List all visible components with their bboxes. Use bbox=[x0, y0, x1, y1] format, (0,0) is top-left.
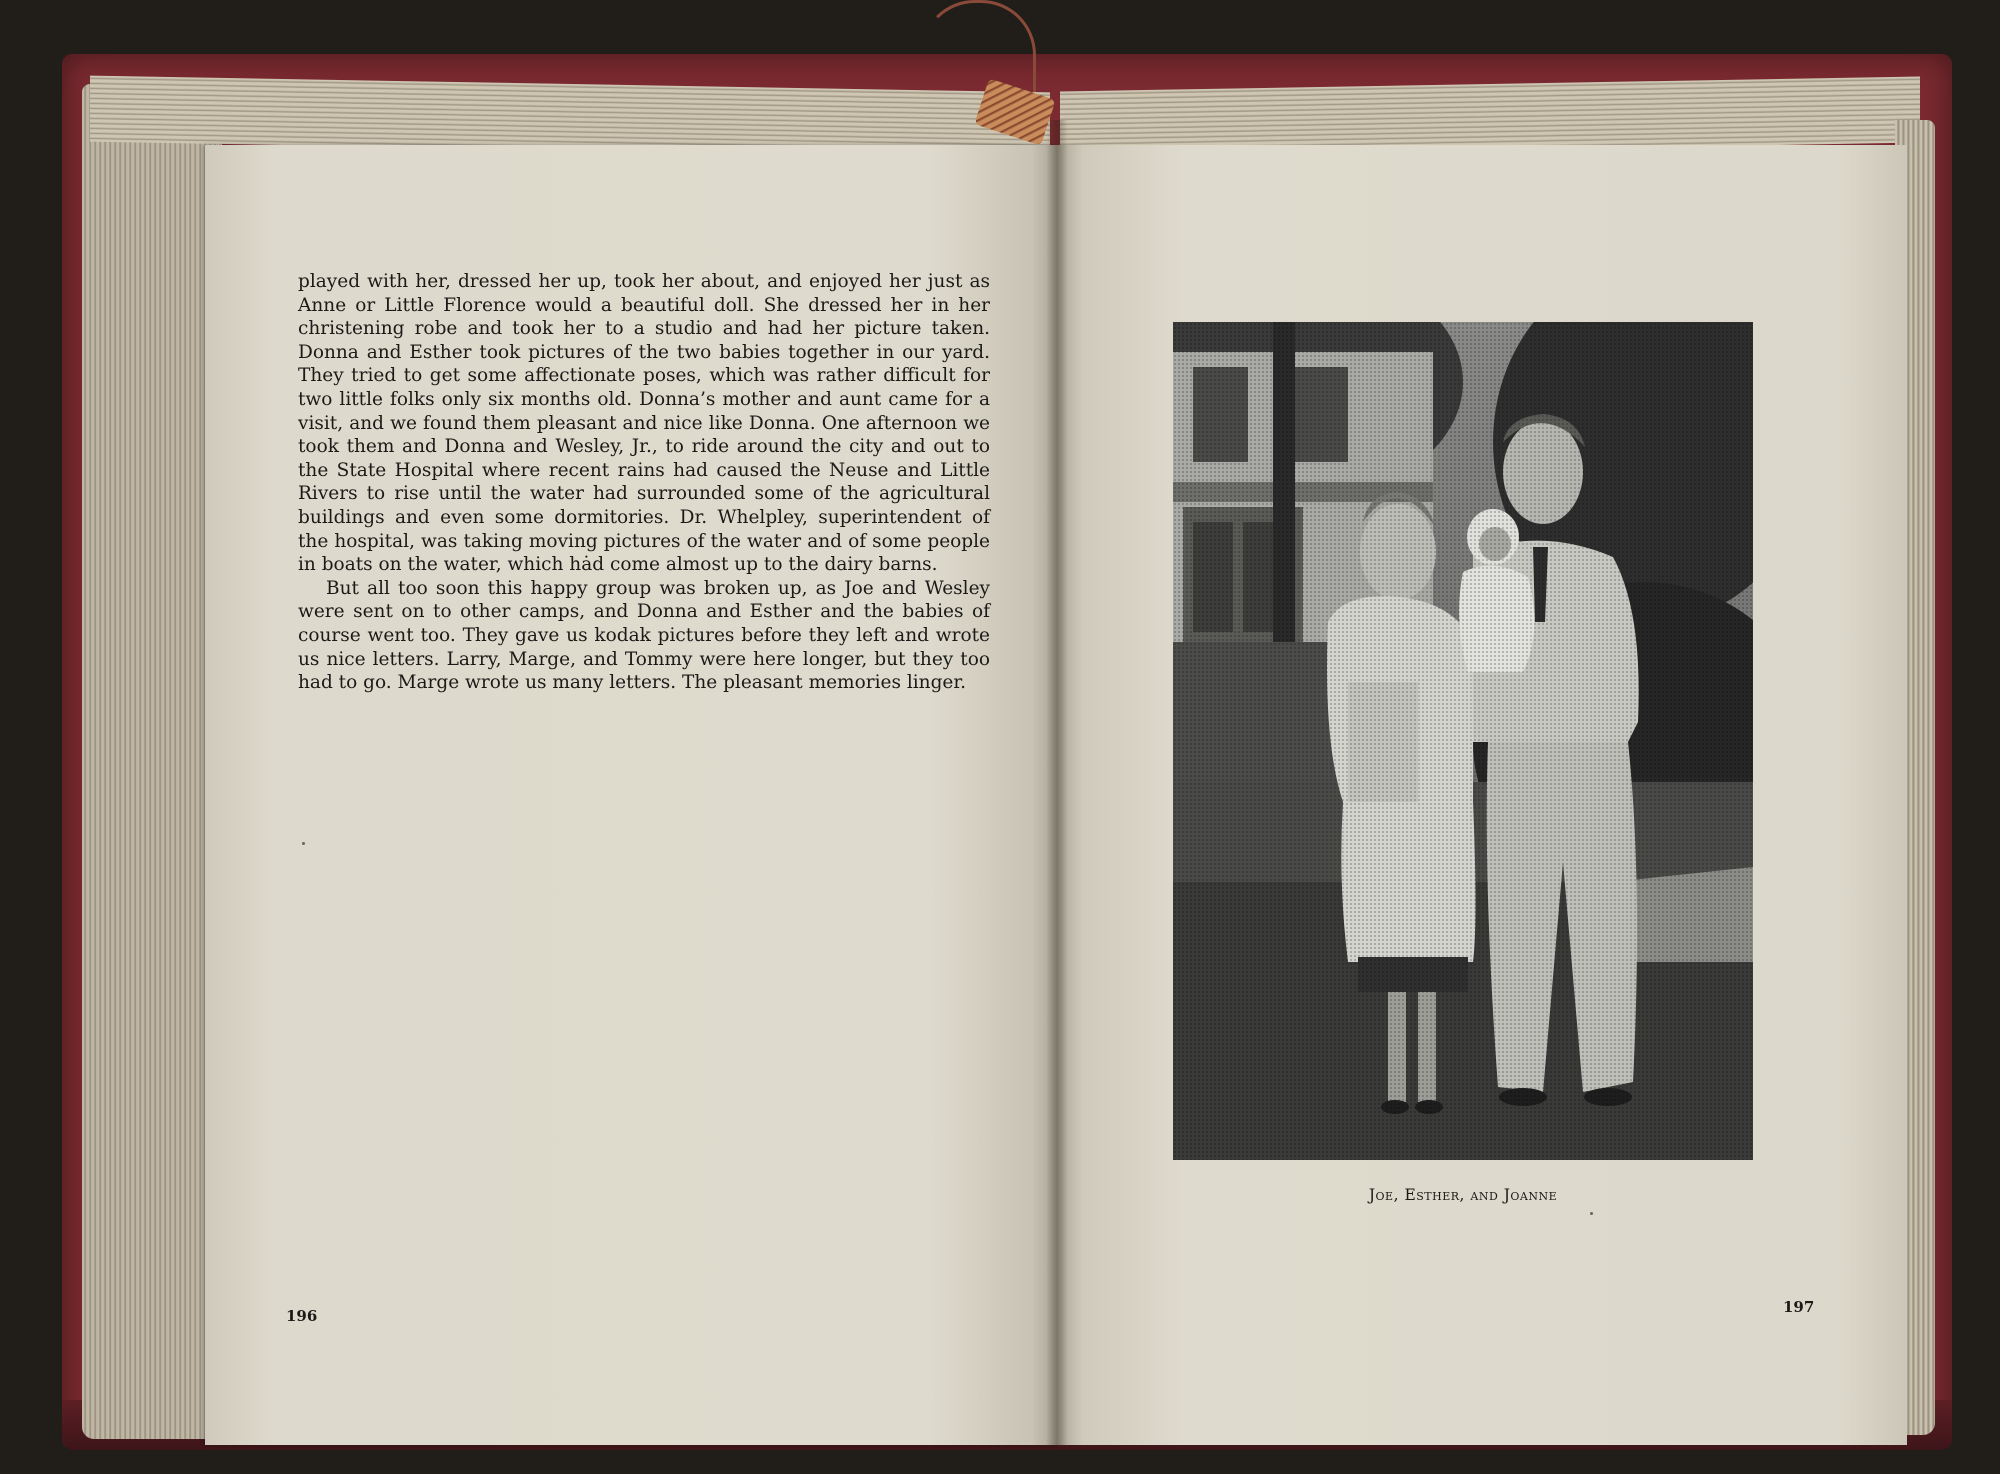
left-page-body-text bbox=[298, 270, 990, 695]
book-gutter bbox=[1046, 120, 1068, 1445]
page-number-left: 196 bbox=[286, 1307, 318, 1325]
family-photograph bbox=[1173, 322, 1753, 1160]
bookmark-string bbox=[920, 0, 1036, 98]
scan-speck bbox=[302, 842, 305, 845]
page-number-right: 197 bbox=[1783, 1298, 1815, 1316]
paragraph: But all too soon this happy group was broken up, as Joe and Wesley were sent on to other camps, and Donna and Esther and the babies of course went too. They gave us kodak pictures before they left and wrote us nice letters. Larry, Marge, and Tommy were here longer, but they too had to go. Marge wrote us many letters. The pleasant memories linger. bbox=[298, 577, 990, 694]
paragraph: played with her, dressed her up, took her about, and enjoyed her just as Anne or Little Florence would a beautiful doll. She dressed her in her christening robe and took her to a studio and had her picture taken. Donna and Esther took pictures of the two babies together in our yard. They tried to get some affectionate poses, which was rather difficult for two little folks only six months old. Donna’s mother and aunt came for a visit, and we found them pleasant and nice like Donna. One afternoon we took them and Donna and Wesley, Jr., to ride around the city and out to the State Hospital where recent rains had caused the Neuse and Little Rivers to rise until the water had surrounded some of the agricultural buildings and even some dormitories. Dr. Whelpley, superintendent of the hospital, was taking moving pictures of the water and of some people in boats on the water, which hȧd come almost up to the dairy barns. bbox=[298, 271, 990, 576]
page-edges-left bbox=[82, 84, 222, 1439]
photo-caption: Joe, Esther, and Joanne bbox=[1368, 1186, 1558, 1204]
scan-speck bbox=[1590, 1212, 1593, 1215]
